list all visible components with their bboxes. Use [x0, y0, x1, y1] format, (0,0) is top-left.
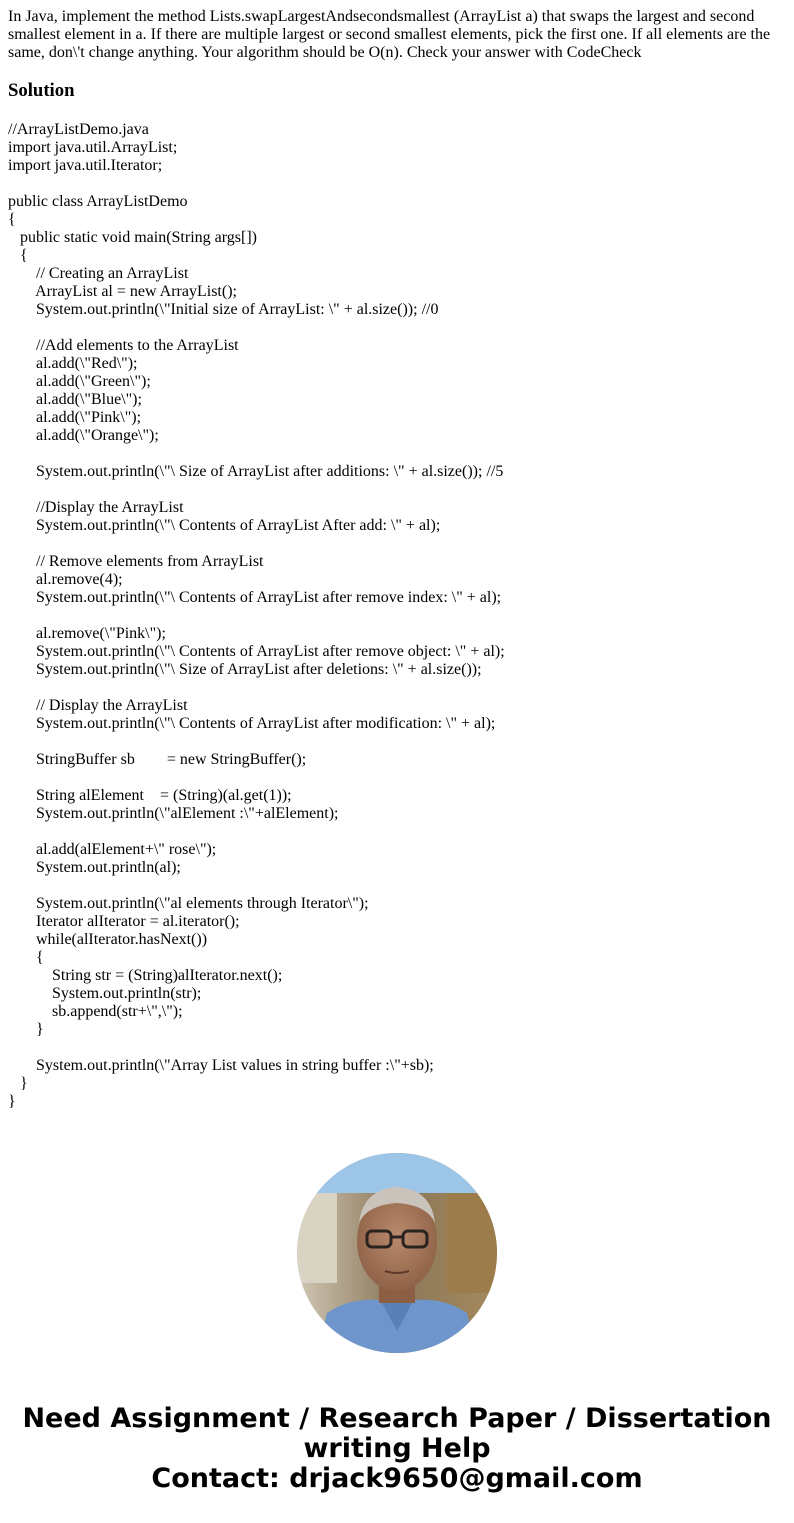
code-line: // Creating an ArrayList: [8, 265, 189, 282]
code-line: String str = (String)alIterator.next();: [8, 967, 283, 984]
code-line: import java.util.ArrayList;: [8, 139, 178, 156]
code-line: }: [8, 1021, 44, 1038]
code-line: Iterator alIterator = al.iterator();: [8, 913, 240, 930]
code-block: [8, 121, 505, 1111]
code-line: //Display the ArrayList: [8, 499, 184, 516]
code-line: [8, 481, 505, 499]
question-text: In Java, implement the method Lists.swapLargestAndsecondsmallest (ArrayList a) that swaps the largest and second smallest element in a. If there are multiple largest or second smallest elements, pick the first one. If all elements are the same, don\'t change anything. Your algorithm should be O(n). Check your answer with CodeCheck: [8, 8, 771, 61]
code-line: al.add(\"Green\");: [8, 373, 151, 390]
code-line: {: [8, 949, 44, 966]
solution-heading: Solution: [8, 80, 75, 101]
code-line: System.out.println(\"\ Contents of ArrayList After add: \" + al);: [8, 517, 441, 534]
code-line: [8, 445, 505, 463]
code-line: // Remove elements from ArrayList: [8, 553, 264, 570]
code-line: [8, 607, 505, 625]
code-line: [8, 769, 505, 787]
code-line: }: [8, 1075, 28, 1092]
code-line: ArrayList al = new ArrayList();: [8, 283, 237, 300]
author-photo: [297, 1153, 497, 1353]
code-line: // Display the ArrayList: [8, 697, 188, 714]
code-line: System.out.println(\"Initial size of ArrayList: \" + al.size()); //0: [8, 301, 439, 318]
code-line: public static void main(String args[]): [8, 229, 257, 246]
code-line: [8, 319, 505, 337]
code-line: System.out.println(\"alElement :\"+alElement);: [8, 805, 339, 822]
code-line: System.out.println(\"\ Size of ArrayList after deletions: \" + al.size());: [8, 661, 482, 678]
help-line-2: writing Help: [303, 1433, 491, 1464]
help-banner: [0, 1404, 794, 1494]
code-line: al.add(\"Orange\");: [8, 427, 159, 444]
code-line: {: [8, 211, 16, 228]
code-line: [8, 877, 505, 895]
code-line: //Add elements to the ArrayList: [8, 337, 239, 354]
code-line: al.remove(4);: [8, 571, 123, 588]
code-line: [8, 733, 505, 751]
code-line: System.out.println(\"\ Contents of ArrayList after remove index: \" + al);: [8, 589, 502, 606]
code-line: System.out.println(\"\ Contents of ArrayList after modification: \" + al);: [8, 715, 496, 732]
code-line: al.add(\"Red\");: [8, 355, 138, 372]
code-line: sb.append(str+\",\");: [8, 1003, 183, 1020]
code-line: [8, 175, 505, 193]
code-line: System.out.println(\"Array List values in string buffer :\"+sb);: [8, 1057, 434, 1074]
code-line: [8, 535, 505, 553]
help-line-1: Need Assignment / Research Paper / Dissertation: [22, 1403, 772, 1434]
code-line: import java.util.Iterator;: [8, 157, 163, 174]
code-line: //ArrayListDemo.java: [8, 121, 149, 138]
code-line: System.out.println(str);: [8, 985, 202, 1002]
code-line: System.out.println(\"al elements through Iterator\");: [8, 895, 369, 912]
code-line: [8, 1039, 505, 1057]
code-line: public class ArrayListDemo: [8, 193, 188, 210]
code-line: while(alIterator.hasNext()): [8, 931, 208, 948]
code-line: [8, 679, 505, 697]
code-line: }: [8, 1093, 16, 1110]
code-line: String alElement = (String)(al.get(1));: [8, 787, 292, 804]
code-line: System.out.println(\"\ Contents of ArrayList after remove object: \" + al);: [8, 643, 505, 660]
code-line: System.out.println(\"\ Size of ArrayList after additions: \" + al.size()); //5: [8, 463, 504, 480]
help-contact: Contact: drjack9650@gmail.com: [151, 1463, 643, 1494]
code-line: al.add(alElement+\" rose\");: [8, 841, 217, 858]
code-line: al.add(\"Blue\");: [8, 391, 142, 408]
code-line: [8, 823, 505, 841]
code-line: al.remove(\"Pink\");: [8, 625, 166, 642]
code-line: al.add(\"Pink\");: [8, 409, 142, 426]
code-line: {: [8, 247, 28, 264]
code-line: StringBuffer sb = new StringBuffer();: [8, 751, 307, 768]
code-line: System.out.println(al);: [8, 859, 181, 876]
